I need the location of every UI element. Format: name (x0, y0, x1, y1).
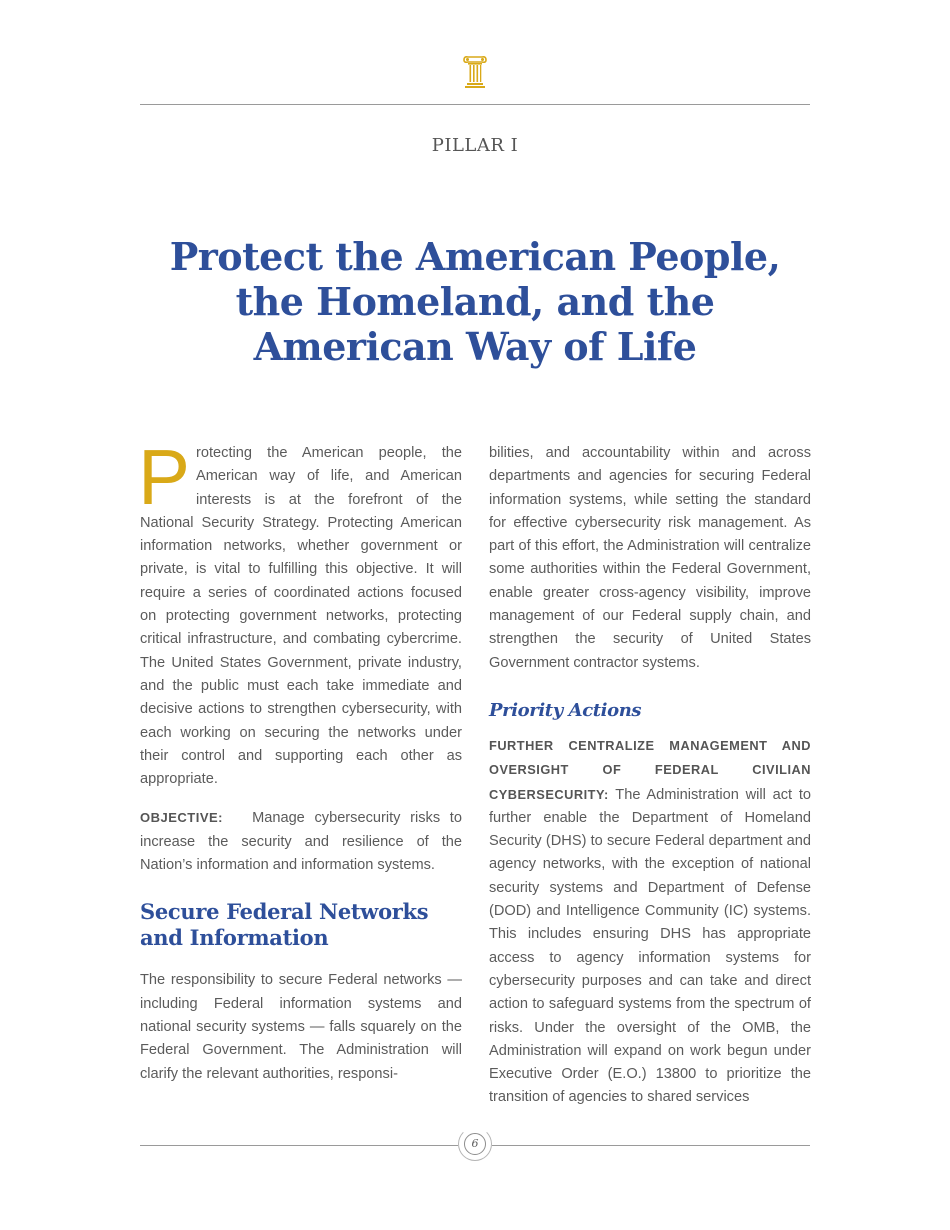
intro-paragraph (138, 433, 462, 791)
objective-text: Manage cybersecurity risks to increase the security and resilience of the Nation’s information and information systems. (140, 810, 462, 874)
intro-paragraph-text: rotecting the American people, the American way of life, and American interests is at the forefront of the National Security Strategy. Protecting American information networks, whether government or private, is vital to fulfilling this objective. It will require a series of coordinated actions focused on protecting government networks, protecting critical infrastructure, and combating cybercrime. The United States Government, private industry, and the public must each take immediate and decisive actions to strengthen cybersecurity, with each working on securing the networks under their control and supporting each other as appropriate. (140, 445, 462, 788)
objective-label: OBJECTIVE: (140, 810, 224, 826)
priority-action-lead: FURTHER CENTRALIZE MANAGEMENT AND OVERSIGHT OF FEDERAL CIVILIAN CYBERSECURITY: (489, 737, 811, 802)
priority-actions-heading: Priority Actions (489, 699, 642, 721)
title-line-3: American Way of Life (253, 324, 697, 369)
header-rule (140, 104, 810, 105)
right-column (489, 442, 811, 1110)
objective-paragraph (140, 806, 462, 877)
section-paragraph: The responsibility to secure Federal networks — including Federal information systems and national security systems — falls squarely on the Federal Government. The Administration will clarify the relevant authorities, responsi- (140, 972, 462, 1082)
drop-cap: P (138, 433, 191, 521)
page-number: 6 (464, 1133, 486, 1155)
priority-action-paragraph (489, 734, 811, 1110)
pillar-column-icon (463, 55, 487, 89)
footer-rule-right (492, 1145, 810, 1146)
pillar-label: PILLAR I (431, 135, 519, 156)
priority-action-text: The Administration will act to further enable the Department of Homeland Security (DHS) to secure Federal department and agency networks, with the exception of national security systems and Department of Defense (DOD) and Intelligence Community (IC) systems. This includes ensuring DHS has appropriate access to agency information systems for cybersecurity purposes and can take and direct action to safeguard systems from the spectrum of risks. Under the oversight of the OMB, the Administration will expand on work begun under Executive Order (E.O.) 13800 to prioritize the transition of agencies to shared services (489, 786, 811, 1106)
continued-paragraph: bilities, and accountability within and across departments and agencies for securing Federal information systems, while setting the standard for effective cybersecurity risk management. As part of this effort, the Administration will centralize some authorities within the Federal Government, enable greater cross-agency visibility, improve management of our Federal supply chain, and strengthen the security of United States Government contractor systems. (489, 445, 811, 671)
title-line-2: the Homeland, and the (235, 279, 715, 324)
left-column (138, 433, 462, 1086)
section-heading: Secure Federal Networks and Information (140, 899, 429, 951)
page-title (150, 234, 800, 369)
footer-rule-left (140, 1145, 458, 1146)
title-line-1: Protect the American People, (169, 234, 781, 279)
